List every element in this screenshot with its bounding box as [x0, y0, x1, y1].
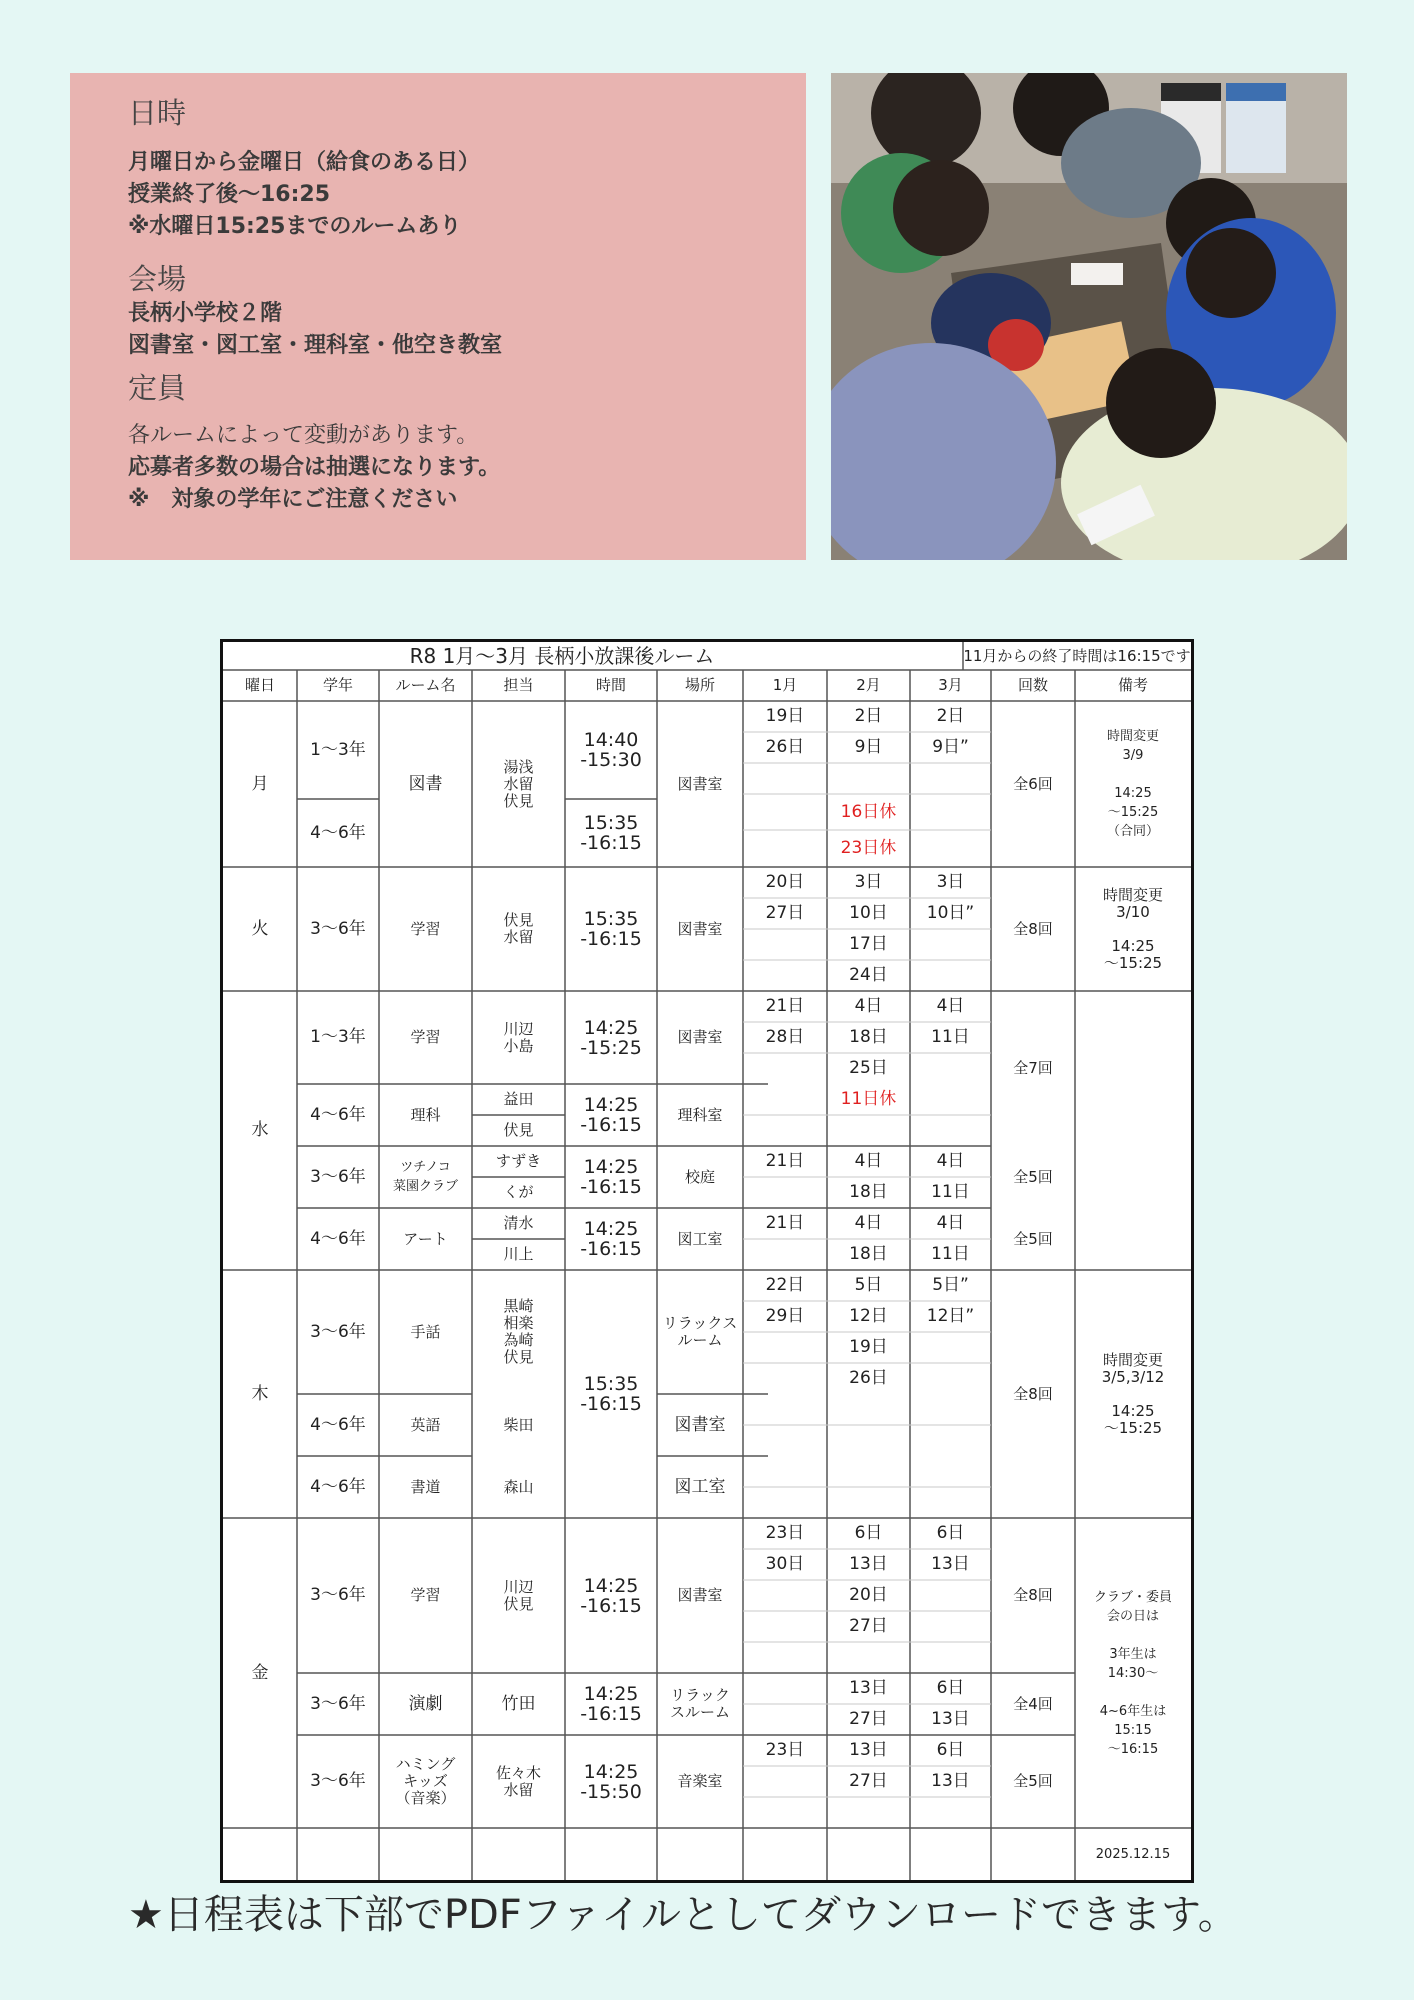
date-cell: 25日	[849, 1058, 888, 1078]
grade-cell: 3～6年	[310, 1166, 366, 1187]
count-cell: 全5回	[1013, 1772, 1053, 1790]
capacity-line-2: 応募者多数の場合は抽選になります。	[128, 455, 501, 481]
count-cell: 全7回	[1013, 1059, 1053, 1077]
staff-cell: 清水	[503, 1214, 534, 1232]
staff-cell: 伏見	[503, 1121, 534, 1139]
header-time: 時間	[595, 676, 626, 694]
date-cell: 5日	[854, 1275, 883, 1295]
date-cell: 11日	[931, 1244, 970, 1264]
date-cell: 2日	[936, 706, 965, 726]
count-cell: 全6回	[1013, 774, 1053, 793]
date-cell: 29日	[765, 1306, 805, 1326]
date-cell: 28日	[765, 1027, 805, 1047]
date-line-2: 授業終了後～16:25	[128, 181, 331, 207]
staff-cell: 伏見 水留	[503, 911, 534, 946]
grade-cell: 4～6年	[310, 822, 366, 843]
date-cell: 4日	[854, 1213, 883, 1233]
venue-line-1: 長柄小学校２階	[128, 301, 283, 327]
date-cell: 19日	[765, 706, 805, 726]
count-cell: 全5回	[1013, 1229, 1053, 1248]
room-name: 学習	[410, 1586, 441, 1604]
date-cell: 3日	[936, 872, 965, 892]
staff-cell: 佐々木 水留	[495, 1763, 541, 1799]
venue-heading: 会場	[128, 261, 187, 296]
count-cell: 全4回	[1013, 1694, 1053, 1713]
room-name: 学習	[410, 919, 441, 938]
staff-cell: 竹田	[501, 1693, 536, 1714]
date-cell: 13日	[849, 1740, 888, 1760]
room-name: 書道	[410, 1477, 441, 1496]
grade-cell: 4～6年	[310, 1414, 366, 1435]
date-cell: 13日	[849, 1678, 888, 1698]
date-cell: 23日	[765, 1740, 805, 1760]
staff-cell: 黒崎 相楽 為崎 伏見	[503, 1297, 534, 1366]
staff-cell: 柴田	[503, 1415, 534, 1434]
time-cell: 15:35 -16:15	[580, 908, 642, 950]
date-cell: 18日	[849, 1244, 888, 1264]
date-cell: 12日	[849, 1306, 888, 1326]
header-mar: 3月	[938, 676, 963, 694]
time-cell: 15:35 -16:15	[580, 1373, 642, 1415]
date-cell: 26日	[849, 1368, 888, 1388]
place-cell: 図書室	[677, 774, 723, 793]
holiday-date-cell: 11日休	[840, 1089, 897, 1109]
header-note: 備考	[1117, 676, 1148, 694]
room-name: ツチノコ 菜園クラブ	[392, 1160, 458, 1194]
day-tuesday: 火	[251, 918, 269, 939]
date-cell: 13日	[931, 1554, 970, 1574]
date-cell: 4日	[936, 1151, 965, 1171]
place-cell: 校庭	[684, 1167, 715, 1186]
date-cell: 19日	[849, 1337, 888, 1357]
date-cell: 9日	[854, 737, 883, 757]
staff-cell: 川上	[503, 1245, 534, 1263]
date-cell: 27日	[849, 1616, 888, 1636]
date-cell: 18日	[849, 1182, 888, 1202]
place-cell: 図工室	[677, 1229, 723, 1248]
staff-cell: 湯浅 水留 伏見	[503, 757, 534, 810]
date-stamp: 2025.12.15	[1095, 1846, 1171, 1862]
download-notice: ★日程表は下部でPDFファイルとしてダウンロードできます。	[128, 1892, 1238, 1938]
date-cell: 4日	[854, 996, 883, 1016]
date-cell: 3日	[854, 872, 883, 892]
time-cell: 14:40 -15:30	[580, 729, 642, 771]
schedule-title: R8 1月～3月 長柄小放課後ルーム	[409, 643, 715, 668]
date-cell: 11日	[931, 1182, 970, 1202]
date-cell: 26日	[765, 737, 805, 757]
staff-cell: 川辺 小島	[503, 1019, 534, 1055]
holiday-date-cell: 23日休	[840, 838, 897, 858]
header-day: 曜日	[244, 676, 275, 694]
grade-cell: 3～6年	[310, 1693, 366, 1714]
place-cell: 図書室	[674, 1414, 726, 1435]
date-cell: 6日	[936, 1740, 965, 1760]
day-thursday: 木	[251, 1383, 269, 1404]
children-crafting-photo	[831, 73, 1347, 560]
room-name: ハミング キッズ （音楽）	[395, 1755, 456, 1807]
room-name: 演劇	[408, 1693, 443, 1714]
place-cell: リラックス ルーム	[662, 1314, 738, 1349]
info-panel	[70, 73, 806, 560]
date-line-1: 月曜日から金曜日（給食のある日）	[128, 149, 481, 175]
time-cell: 14:25 -16:15	[580, 1094, 642, 1136]
header-jan: 1月	[772, 676, 798, 694]
room-name: アート	[403, 1229, 448, 1248]
place-cell: 音楽室	[677, 1772, 723, 1790]
staff-cell: 川辺 伏見	[503, 1577, 534, 1613]
capacity-line-1: 各ルームによって変動があります。	[128, 423, 479, 449]
grade-cell: 3～6年	[310, 918, 366, 939]
date-cell: 2日	[854, 706, 883, 726]
date-cell: 24日	[849, 965, 888, 985]
date-cell: 21日	[765, 996, 805, 1016]
grade-cell: 4～6年	[310, 1104, 366, 1125]
grade-cell: 3～6年	[310, 1321, 366, 1342]
holiday-date-cell: 16日休	[840, 801, 897, 822]
grade-cell: 3～6年	[310, 1771, 366, 1791]
date-cell: 6日	[854, 1523, 883, 1543]
date-cell: 20日	[765, 872, 805, 892]
date-cell: 27日	[849, 1709, 888, 1729]
grade-cell: 1～3年	[310, 1027, 366, 1047]
day-wednesday: 水	[251, 1120, 269, 1140]
header-place: 場所	[684, 676, 715, 694]
date-cell: 4日	[854, 1151, 883, 1171]
time-cell: 14:25 -16:15	[580, 1218, 642, 1260]
staff-cell: 森山	[503, 1477, 534, 1496]
date-heading: 日時	[128, 96, 187, 130]
date-cell: 13日	[849, 1554, 888, 1574]
day-monday: 月	[251, 773, 269, 794]
room-name: 学習	[410, 1028, 441, 1046]
date-cell: 10日	[849, 903, 888, 923]
remarks-cell: クラブ・委員 会の日は 3年生は 14:30～ 4~6年生は 15:15 ～16:15	[1093, 1589, 1172, 1757]
staff-cell: くが	[503, 1183, 534, 1201]
place-cell: 図工室	[674, 1476, 726, 1497]
capacity-heading: 定員	[128, 371, 187, 406]
venue-line-2: 図書室・図工室・理科室・他空き教室	[128, 333, 503, 359]
date-cell: 4日	[936, 1213, 965, 1233]
count-cell: 全8回	[1013, 919, 1053, 938]
staff-cell: 益田	[503, 1090, 534, 1108]
remarks-cell: 時間変更 3/10 14:25 ～15:25	[1102, 885, 1163, 972]
date-cell: 22日	[765, 1275, 805, 1295]
date-cell: 21日	[765, 1151, 805, 1171]
date-cell: 12日”	[926, 1306, 975, 1326]
remarks-cell: 時間変更 3/5,3/12 14:25 ～15:25	[1101, 1350, 1165, 1437]
date-cell: 5日”	[932, 1275, 969, 1295]
room-name: 図書	[408, 773, 443, 794]
time-cell: 15:35 -16:15	[580, 812, 642, 854]
room-name: 手話	[410, 1322, 441, 1341]
date-cell: 30日	[765, 1554, 805, 1574]
time-cell: 14:25 -16:15	[580, 1683, 642, 1725]
grade-cell: 1～3年	[310, 739, 366, 760]
date-line-3: ※水曜日15:25までのルームあり	[128, 213, 462, 239]
staff-cell: すずき	[495, 1152, 542, 1170]
grade-cell: 4～6年	[310, 1476, 366, 1497]
date-cell: 17日	[849, 934, 888, 954]
day-friday: 金	[251, 1662, 269, 1683]
date-cell: 13日	[931, 1771, 970, 1791]
date-cell: 11日	[931, 1027, 970, 1047]
count-cell: 全8回	[1013, 1384, 1053, 1403]
date-cell: 21日	[765, 1213, 805, 1233]
grade-cell: 3～6年	[310, 1585, 366, 1605]
date-cell: 10日”	[926, 903, 975, 923]
remarks-cell: 時間変更 3/9 14:25 ～15:25 （合同）	[1106, 729, 1159, 839]
place-cell: リラック スルーム	[669, 1686, 730, 1721]
schedule-note: 11月からの終了時間は16:15です	[963, 646, 1191, 665]
date-cell: 6日	[936, 1523, 965, 1543]
time-cell: 14:25 -16:15	[580, 1574, 642, 1617]
date-cell: 27日	[849, 1771, 888, 1791]
place-cell: 図書室	[677, 1586, 723, 1604]
room-name: 英語	[410, 1415, 441, 1434]
count-cell: 全8回	[1013, 1586, 1053, 1604]
date-cell: 27日	[765, 903, 805, 923]
grade-cell: 4～6年	[310, 1228, 366, 1249]
date-cell: 23日	[765, 1523, 805, 1543]
time-cell: 14:25 -15:50	[580, 1760, 642, 1803]
count-cell: 全5回	[1013, 1167, 1053, 1186]
place-cell: 図書室	[677, 919, 723, 938]
date-cell: 9日”	[932, 737, 969, 757]
place-cell: 理科室	[677, 1105, 723, 1124]
header-count: 回数	[1017, 676, 1048, 694]
time-cell: 14:25 -16:15	[580, 1156, 642, 1198]
date-cell: 13日	[931, 1709, 970, 1729]
schedule-table	[220, 639, 1194, 1883]
capacity-line-3: ※ 対象の学年にご注意ください	[128, 487, 458, 513]
place-cell: 図書室	[677, 1028, 723, 1046]
date-cell: 6日	[936, 1678, 965, 1698]
header-room: ルーム名	[395, 676, 456, 694]
date-cell: 4日	[936, 996, 965, 1016]
header-grade: 学年	[322, 676, 353, 694]
date-cell: 18日	[849, 1027, 888, 1047]
time-cell: 14:25 -15:25	[580, 1016, 642, 1059]
header-feb: 2月	[856, 676, 881, 694]
header-staff: 担当	[503, 676, 534, 694]
room-name: 理科	[410, 1105, 441, 1124]
date-cell: 20日	[849, 1585, 888, 1605]
